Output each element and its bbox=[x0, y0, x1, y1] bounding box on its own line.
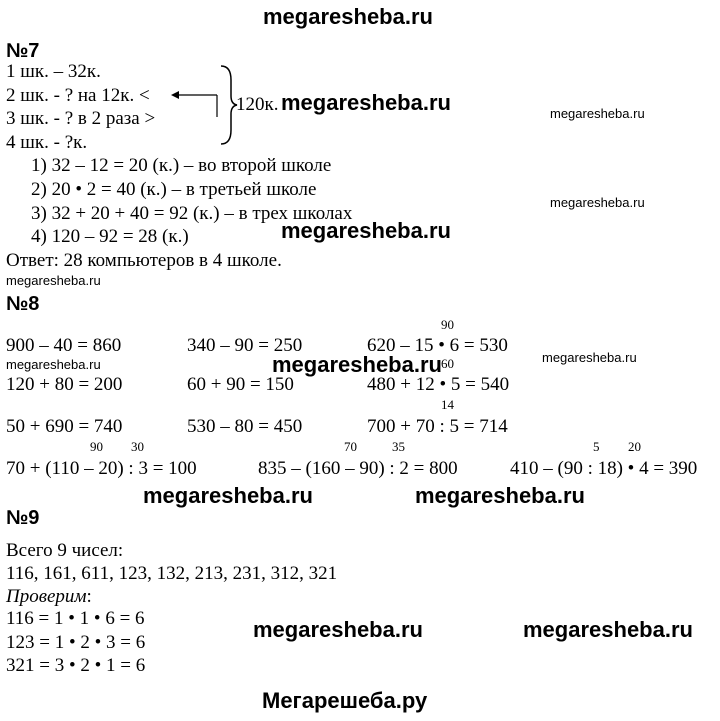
task8-expr: 700 + 70 : 5 = 714 bbox=[367, 416, 508, 437]
task8-expr: 620 – 15 • 6 = 530 bbox=[367, 335, 508, 356]
header-watermark: megaresheba.ru bbox=[263, 4, 433, 29]
task7-step: 2) 20 • 2 = 40 (к.) – в третьей школе bbox=[31, 179, 317, 200]
task8-expr: 340 – 90 = 250 bbox=[187, 335, 303, 356]
watermark: megaresheba.ru bbox=[272, 352, 442, 377]
task9-numbers: 116, 161, 611, 123, 132, 213, 231, 312, 321 bbox=[6, 563, 338, 584]
task9-line: Всего 9 чисел: bbox=[6, 540, 124, 561]
watermark: megaresheba.ru bbox=[415, 483, 585, 508]
task7-given-line: 4 шк. - ?к. bbox=[6, 132, 88, 153]
intermediate-result: 70 bbox=[344, 439, 357, 454]
intermediate-result: 5 bbox=[593, 439, 600, 454]
check-label-text: Проверим bbox=[6, 586, 87, 607]
task7-step: 1) 32 – 12 = 20 (к.) – во второй школе bbox=[31, 155, 332, 176]
arrow-brace-icon bbox=[165, 62, 245, 152]
watermark: megaresheba.ru bbox=[6, 273, 101, 288]
intermediate-result: 35 bbox=[392, 439, 405, 454]
check-label-colon: : bbox=[86, 586, 92, 607]
watermark: megaresheba.ru bbox=[542, 350, 637, 365]
task7-given-line: 1 шк. – 32к. bbox=[6, 61, 101, 82]
watermark: megaresheba.ru bbox=[281, 218, 451, 243]
task8-heading: №8 bbox=[6, 293, 40, 315]
task7-heading: №7 bbox=[6, 40, 40, 62]
task7-given-line: 3 шк. - ? в 2 раза > bbox=[6, 108, 156, 129]
watermark: megaresheba.ru bbox=[550, 106, 645, 121]
watermark: megaresheba.ru bbox=[281, 90, 451, 115]
intermediate-result: 20 bbox=[628, 439, 641, 454]
task7-given-line: 2 шк. - ? на 12к. < bbox=[6, 85, 150, 106]
task8-expr: 530 – 80 = 450 bbox=[187, 416, 303, 437]
task8-expr: 835 – (160 – 90) : 2 = 800 bbox=[258, 458, 458, 479]
intermediate-result: 90 bbox=[90, 439, 103, 454]
task8-expr: 70 + (110 – 20) : 3 = 100 bbox=[6, 458, 197, 479]
task9-check: 321 = 3 • 2 • 1 = 6 bbox=[6, 655, 146, 676]
task9-check: 123 = 1 • 2 • 3 = 6 bbox=[6, 632, 146, 653]
intermediate-result: 90 bbox=[441, 317, 454, 332]
intermediate-result: 30 bbox=[131, 439, 144, 454]
task9-check: 116 = 1 • 1 • 6 = 6 bbox=[6, 608, 145, 629]
task8-expr: 60 + 90 = 150 bbox=[187, 374, 294, 395]
intermediate-result: 14 bbox=[441, 397, 454, 412]
task7-step: 4) 120 – 92 = 28 (к.) bbox=[31, 226, 189, 247]
watermark: megaresheba.ru bbox=[550, 195, 645, 210]
intermediate-result: 60 bbox=[441, 356, 454, 371]
task8-expr: 480 + 12 • 5 = 540 bbox=[367, 374, 510, 395]
watermark: megaresheba.ru bbox=[253, 617, 423, 642]
task9-heading: №9 bbox=[6, 507, 40, 529]
task8-expr: 50 + 690 = 740 bbox=[6, 416, 123, 437]
task7-answer: Ответ: 28 компьютеров в 4 школе. bbox=[6, 250, 282, 271]
watermark: megaresheba.ru bbox=[523, 617, 693, 642]
task8-expr: 410 – (90 : 18) • 4 = 390 bbox=[510, 458, 698, 479]
task8-expr: 900 – 40 = 860 bbox=[6, 335, 122, 356]
task7-step: 3) 32 + 20 + 40 = 92 (к.) – в трех школах bbox=[31, 203, 353, 224]
task7-total: 120к. bbox=[236, 94, 279, 115]
footer-watermark: Мегарешеба.ру bbox=[262, 688, 428, 713]
watermark: megaresheba.ru bbox=[143, 483, 313, 508]
task9-check-label bbox=[6, 586, 92, 608]
task8-expr: 120 + 80 = 200 bbox=[6, 374, 123, 395]
watermark: megaresheba.ru bbox=[6, 357, 101, 372]
